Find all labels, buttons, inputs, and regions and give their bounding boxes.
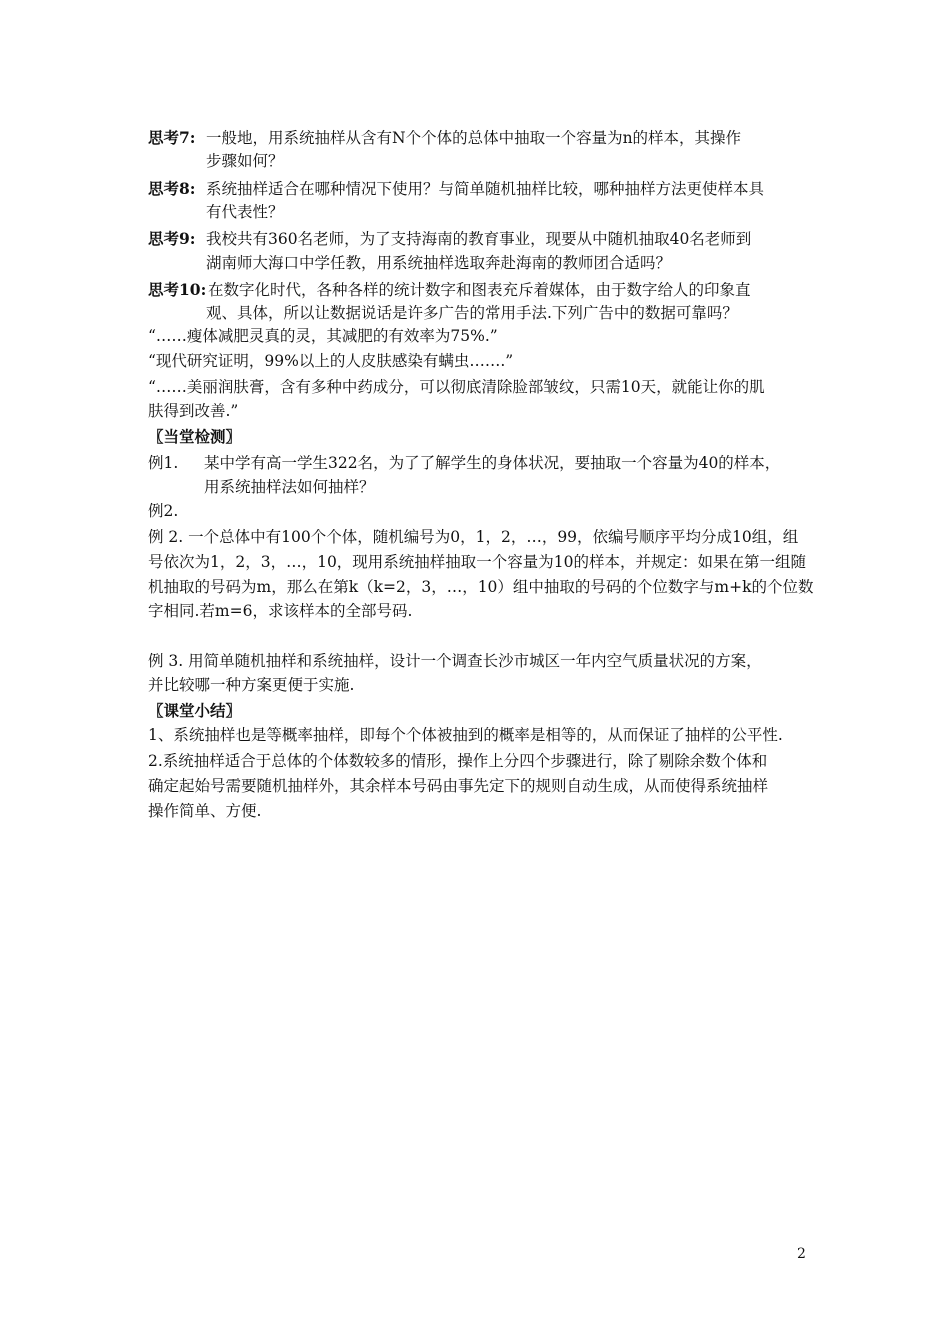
think7-label: 思考7: [148, 128, 196, 147]
example1-line1: 某中学有高一学生322名，为了了解学生的身体状况，要抽取一个容量为40的样本， [204, 454, 781, 472]
think7-line2: 步骤如何？ [206, 152, 284, 170]
summary-line1: 1、系统抽样也是等概率抽样，即每个个体被抽到的概率是相等的，从而保证了抽样的公平性. [148, 726, 783, 744]
think10-line1: 在数字化时代，各种各样的统计数字和图表充斥着媒体，由于数字给人的印象直 [208, 281, 751, 299]
example2-stub: 例2. [148, 502, 179, 520]
summary-line2: 2.系统抽样适合于总体的个体数较多的情形，操作上分四个步骤进行，除了剔除余数个体和 [148, 752, 768, 770]
think9-line1: 我校共有360名老师，为了支持海南的教育事业，现要从中随机抽取40名老师到 [206, 230, 752, 248]
example2-line1: 例 2. 一个总体中有100个个体，随机编号为0，1，2，…，99，依编号顺序平均分成10组，组 [148, 528, 799, 546]
section-heading-summary: 〖课堂小结〗 [148, 701, 242, 720]
example2-line3: 机抽取的号码为m，那么在第k（k=2，3，…，10）组中抽取的号码的个位数字与m+k的个位数 [148, 578, 814, 596]
example1-line2: 用系统抽样法如何抽样？ [204, 478, 375, 496]
ad-quote-3b: 肤得到改善.” [148, 402, 239, 420]
think9-line2: 湖南师大海口中学任教，用系统抽样选取奔赴海南的教师团合适吗？ [206, 254, 672, 272]
example2-line2: 号依次为1，2，3，…，10，现用系统抽样抽取一个容量为10的样本，并规定：如果在第一组随 [148, 553, 807, 571]
ad-quote-2: “现代研究证明，99%以上的人皮肤感染有螨虫…….” [148, 352, 514, 370]
page-number: 2 [797, 1246, 806, 1262]
example3-line1: 例 3. 用简单随机抽样和系统抽样，设计一个调查长沙市城区一年内空气质量状况的方案， [148, 652, 762, 670]
think8-line2: 有代表性？ [206, 203, 284, 221]
section-heading-check: 〖当堂检测〗 [148, 427, 242, 446]
think10-label: 思考10: [148, 280, 207, 299]
ad-quote-3a: “……美丽润肤膏，含有多种中药成分，可以彻底清除脸部皱纹，只需10天，就能让你的肌 [148, 378, 765, 396]
ad-quote-1: “……瘦体减肥灵真的灵，其减肥的有效率为75%.” [148, 327, 498, 345]
think7-line1: 一般地，用系统抽样从含有N个个体的总体中抽取一个容量为n的样本，其操作 [206, 129, 742, 147]
think10-line2: 观、具体，所以让数据说话是许多广告的常用手法.下列广告中的数据可靠吗？ [206, 304, 738, 322]
example3-line2: 并比较哪一种方案更便于实施. [148, 676, 355, 694]
think8-label: 思考8: [148, 179, 196, 198]
example2-line4: 字相同.若m=6，求该样本的全部号码. [148, 602, 413, 620]
summary-line4: 操作简单、方便. [148, 802, 262, 820]
think8-line1: 系统抽样适合在哪种情况下使用？与简单随机抽样比较，哪种抽样方法更使样本具 [206, 180, 765, 198]
summary-line3: 确定起始号需要随机抽样外，其余样本号码由事先定下的规则自动生成，从而使得系统抽样 [148, 777, 769, 795]
example1-label: 例1. [148, 454, 179, 472]
think9-label: 思考9: [148, 229, 196, 248]
